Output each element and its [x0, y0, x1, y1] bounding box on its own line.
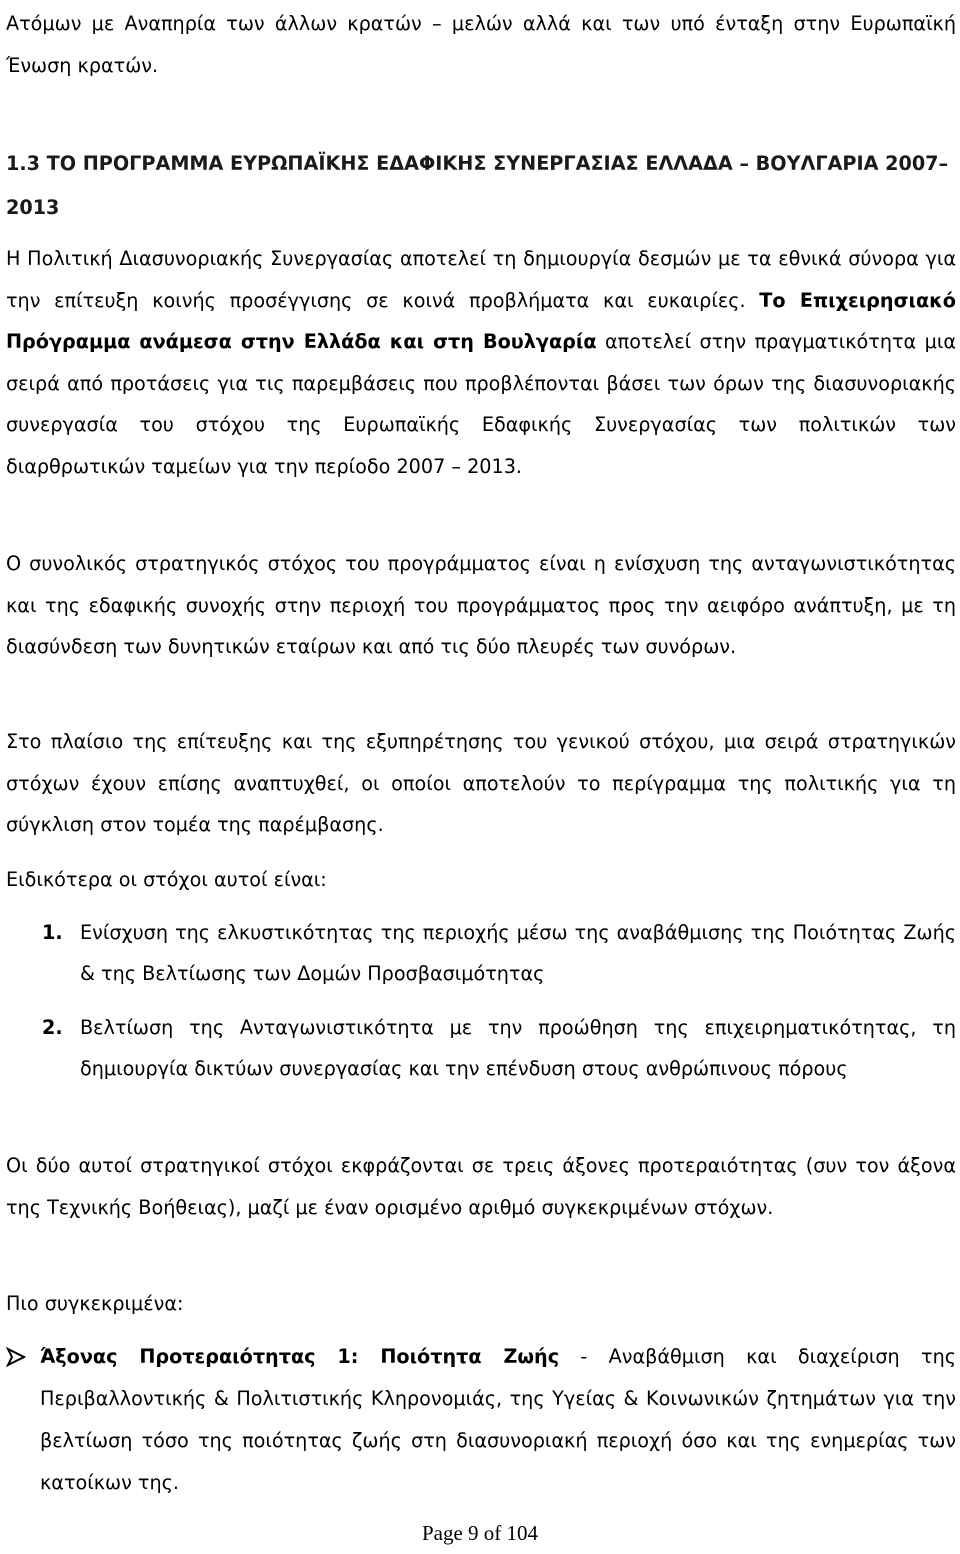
document-page: [6, 0, 956, 1554]
intro-paragraph: Ατόμων με Αναπηρία των άλλων κρατών – μελών αλλά και των υπό ένταξη στην Ευρωπαϊκή Ένωση κρατών.: [6, 12, 956, 77]
paragraph-objectives-intro: Ειδικότερα οι στόχοι αυτοί είναι:: [6, 868, 327, 891]
paragraph-text: αποτελεί στην πραγματικότητα μια σειρά από προτάσεις για τις παρεμβάσεις που προβλέπονται βάσει των όρων της διασυνοριακής συνεργασία του στόχου της Ευρωπαϊκής Εδαφικής Συνεργασίας των πολιτικών των διαρθρωτικών ταμείων για την περίοδο 2007 – 2013.: [6, 330, 956, 478]
item-text: Βελτίωση της Ανταγωνιστικότητα με την προώθηση της επιχειρηματικότητας, τη δημιουργία δικτύων συνεργασίας και την επένδυση στους ανθρώπινους πόρους: [80, 1016, 956, 1080]
arrow-bullet-icon: [6, 1347, 26, 1367]
section-heading: 1.3 ΤΟ ΠΡΟΓΡΑΜΜΑ ΕΥΡΩΠΑΪΚΗΣ ΕΔΑΦΙΚΗΣ ΣΥΝΕΡΓΑΣΙΑΣ ΕΛΛΑΔΑ – ΒΟΥΛΓΑΡΙΑ 2007–2013: [6, 152, 949, 219]
bullet-text: [40, 1336, 956, 1504]
item-number: 2.: [42, 1016, 63, 1039]
paragraph-cross-border-policy: [6, 238, 956, 488]
item-number: 1.: [42, 921, 63, 944]
paragraph-strategic-objectives: Στο πλαίσιο της επίτευξης και της εξυπηρέτησης του γενικού στόχου, μια σειρά στρατηγικών στόχων έχουν επίσης αναπτυχθεί, οι οποίοι αποτελούν το περίγραμμα της πολιτικής για τη σύγκλιση στον τομέα της παρέμβασης.: [6, 730, 956, 837]
paragraph-priority-axes: Οι δύο αυτοί στρατηγικοί στόχοι εκφράζονται σε τρεις άξονες προτεραιότητας (συν τον άξονα της Τεχνικής Βοήθειας), μαζί με έναν ορισμένο αριθμό συγκεκριμένων στόχων.: [6, 1154, 956, 1219]
item-text: Ενίσχυση της ελκυστικότητας της περιοχής μέσω της αναβάθμισης της Ποιότητας Ζωής & της Βελτίωσης των Δομών Προσβασιμότητας: [80, 921, 956, 985]
numbered-item: [6, 912, 956, 994]
bullet-body-text: - Αναβάθμιση και διαχείριση της Περιβαλλοντικής & Πολιτιστικής Κληρονομιάς, της Υγείας & Κοινωνικών ζητημάτων για την βελτίωση τόσο της ποιότητας ζωής στη διασυνοριακή περιοχή όσο και της ενημερίας των κατοίκων της.: [40, 1345, 956, 1494]
bullet-bold-text: Άξονας Προτεραιότητας 1: Ποιότητα Ζωής: [40, 1345, 560, 1368]
paragraph-bold-text: Το Επιχειρησιακό Πρόγραμμα ανάμεσα στην Ελλάδα και στη Βουλγαρία: [6, 288, 956, 354]
paragraph-strategic-goal: Ο συνολικός στρατηγικός στόχος του προγράμματος είναι η ενίσχυση της ανταγωνιστικότητας και της εδαφικής συνοχής στην περιοχή του προγράμματος προς την αειφόρο ανάπτυξη, με τη διασύνδεση των δυνητικών εταίρων και από τις δύο πλευρές των συνόρων.: [6, 552, 956, 659]
page-footer: Page 9 of 104: [421, 1521, 539, 1545]
paragraph-text: Η Πολιτική Διασυνοριακής Συνεργασίας αποτελεί τη δημιουργία δεσμών με τα εθνικά σύνορα για την επίτευξη κοινής προσέγγισης σε κοινά προβλήματα και ευκαιρίες.: [6, 247, 956, 312]
numbered-item: [6, 1007, 956, 1089]
bullet-item: [6, 1336, 956, 1504]
paragraph-more-specifically: Πιο συγκεκριμένα:: [6, 1292, 184, 1315]
